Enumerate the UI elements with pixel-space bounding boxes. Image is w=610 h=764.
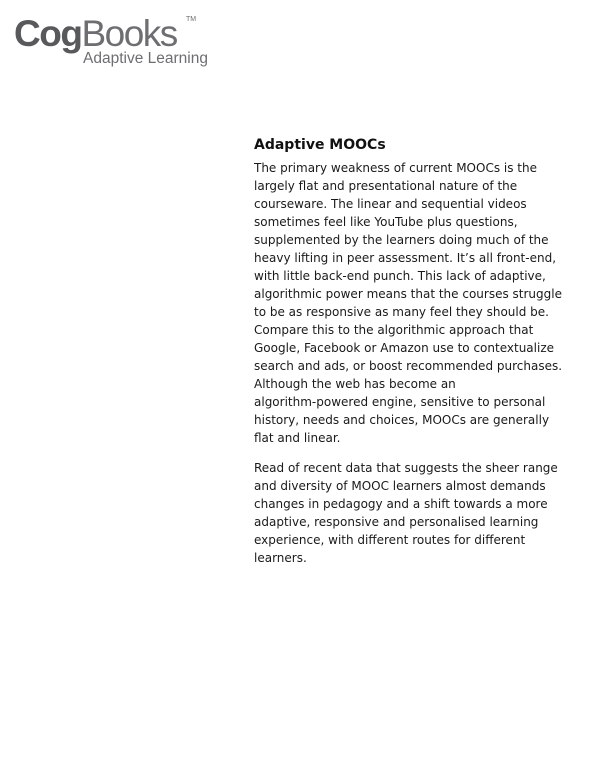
text-line: Google, Facebook or Amazon use to contextualize	[254, 341, 554, 355]
text-line: to be as responsive as many feel they should be.	[254, 305, 549, 319]
article-paragraph-2	[254, 459, 584, 567]
text-line: changes in pedagogy and a shift towards a more	[254, 497, 548, 511]
text-line: flat and linear.	[254, 431, 341, 445]
article	[254, 135, 584, 579]
text-line: algorithm-powered engine, sensitive to personal	[254, 395, 546, 409]
text-line: algorithmic power means that the courses struggle	[254, 287, 562, 301]
text-line: supplemented by the learners doing much of the	[254, 233, 549, 247]
text-line: The primary weakness of current MOOCs is the	[254, 161, 537, 175]
text-line: heavy lifting in peer assessment. It’s all front-end,	[254, 251, 557, 265]
cogbooks-logo	[14, 12, 214, 70]
text-line: Compare this to the algorithmic approach that	[254, 323, 534, 337]
text-line: largely flat and presentational nature of the	[254, 179, 518, 193]
article-paragraph-1	[254, 159, 584, 447]
text-line: experience, with different routes for different	[254, 533, 526, 547]
logo-cog-text: Cog	[14, 13, 82, 54]
text-line: adaptive, responsive and personalised learning	[254, 515, 539, 529]
text-line: search and ads, or boost recommended purchases.	[254, 359, 563, 373]
text-line: with little back-end punch. This lack of adaptive,	[254, 269, 546, 283]
text-line: Although the web has become an	[254, 377, 456, 391]
text-line: Read of recent data that suggests the sheer range	[254, 461, 558, 475]
text-line: learners.	[254, 551, 307, 565]
text-line: history, needs and choices, MOOCs are generally	[254, 413, 550, 427]
text-line: and diversity of MOOC learners almost demands	[254, 479, 546, 493]
text-line: sometimes feel like YouTube plus questions,	[254, 215, 518, 229]
trademark-mark: TM	[186, 16, 197, 23]
article-title: Adaptive MOOCs	[254, 137, 386, 153]
logo-books-text: Books	[81, 13, 177, 54]
text-line: courseware. The linear and sequential videos	[254, 197, 527, 211]
logo-tagline: Adaptive Learning	[83, 50, 208, 67]
